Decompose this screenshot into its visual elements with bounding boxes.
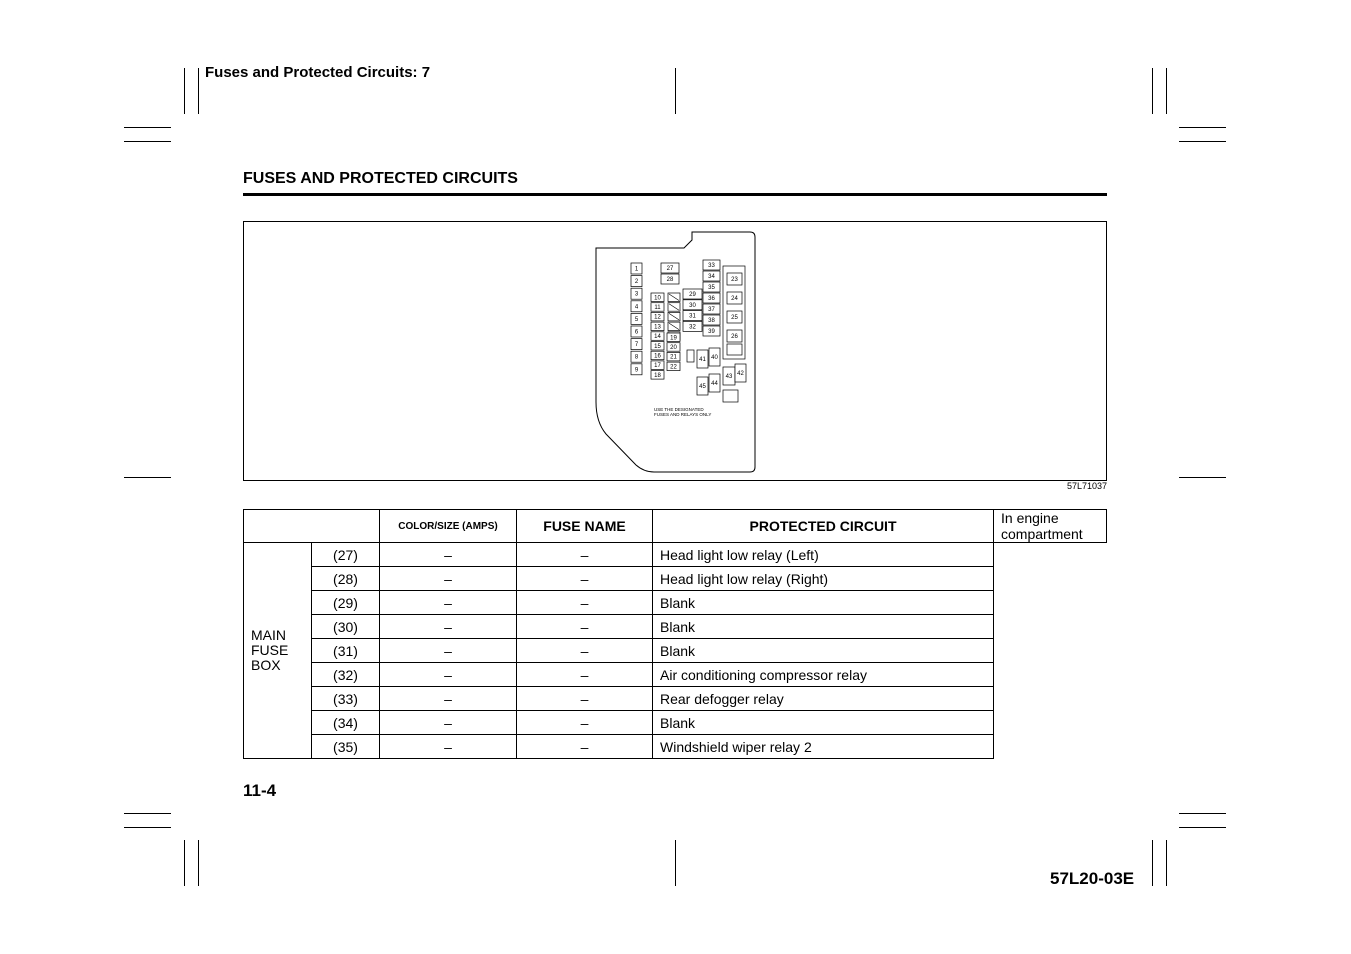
- protected-circuit-cell: Windshield wiper relay 2: [653, 735, 994, 759]
- header-color-size: COLOR/SIZE (AMPS): [380, 510, 517, 543]
- crop-mark: [1166, 68, 1167, 114]
- document-code: 57L20-03E: [1050, 869, 1135, 888]
- fuse-slot-8: [631, 351, 642, 362]
- fuse-number-cell: (35): [312, 735, 380, 759]
- header-protected-circuit: PROTECTED CIRCUIT: [653, 510, 994, 543]
- fuse-slot-18: [651, 371, 664, 380]
- group-label-line: MAIN: [251, 627, 286, 643]
- table-row: [244, 687, 1107, 711]
- fuse-name-cell: –: [517, 711, 653, 735]
- fuse-slot-31: [683, 311, 702, 321]
- crop-mark: [184, 68, 185, 114]
- fuse-slot-number: 20: [670, 344, 677, 351]
- color-size-cell: –: [380, 615, 517, 639]
- fuse-slot-4: [631, 301, 642, 312]
- fuse-name-cell: –: [517, 663, 653, 687]
- fuse-slot-number: 9: [634, 367, 639, 374]
- fuse-slot-number: 41: [699, 357, 706, 363]
- color-size-cell: –: [380, 663, 517, 687]
- fuse-slot-number: 43: [725, 374, 733, 380]
- crop-mark: [198, 68, 199, 114]
- fuse-slot-number: 25: [731, 315, 738, 321]
- fuse-name-cell: –: [517, 567, 653, 591]
- fuse-slot-42: [735, 364, 746, 382]
- group-label-line: BOX: [251, 657, 281, 673]
- relay-slot-24: [727, 292, 742, 304]
- crop-mark: [184, 840, 185, 886]
- fuse-name-cell: –: [517, 591, 653, 615]
- group-label-line: FUSE: [251, 642, 289, 658]
- fuse-slot-6: [631, 326, 642, 337]
- fuse-slot-30: [683, 300, 702, 310]
- fuse-slot-number: 34: [708, 274, 715, 280]
- fuse-slot-20: [667, 343, 680, 352]
- table-row: [244, 735, 1107, 759]
- fuse-slot-1: [631, 263, 642, 274]
- figure-frame: [243, 221, 1107, 481]
- fuse-name-cell: –: [517, 543, 653, 567]
- fuse-slot-number: 42: [737, 371, 744, 377]
- fuse-slot-2: [631, 276, 642, 287]
- location-cell: [994, 510, 1107, 543]
- crop-mark: [1179, 477, 1226, 478]
- color-size-cell: –: [380, 735, 517, 759]
- fuse-slot-33: [703, 260, 720, 270]
- crop-mark: [1179, 827, 1226, 828]
- color-size-cell: –: [380, 567, 517, 591]
- fuse-slot-19: [667, 333, 680, 342]
- fuse-slot-number: 22: [670, 364, 677, 371]
- table-row: [244, 639, 1107, 663]
- fuse-slot-number: 10: [654, 295, 661, 302]
- relay-slot-empty: [727, 344, 742, 355]
- fuse-slot-13: [651, 322, 664, 331]
- fuse-slot-38: [703, 315, 720, 325]
- page-number: 11-4: [243, 781, 277, 800]
- protected-circuit-cell: Blank: [653, 615, 994, 639]
- fuse-slot-number: 27: [666, 266, 674, 272]
- crop-mark: [124, 813, 171, 814]
- fuse-slot-number: 12: [654, 314, 661, 321]
- crop-mark: [675, 68, 676, 114]
- fuse-slot-number: 38: [708, 318, 715, 324]
- fuse-slot-number: 21: [670, 354, 677, 361]
- fuse-slot-12: [651, 312, 664, 321]
- fuse-slot-number: 32: [689, 324, 696, 331]
- protected-circuit-cell: Rear defogger relay: [653, 687, 994, 711]
- protected-circuit-cell: Air conditioning compressor relay: [653, 663, 994, 687]
- fuse-slot-17: [651, 361, 664, 370]
- color-size-cell: –: [380, 711, 517, 735]
- fuse-name-cell: –: [517, 615, 653, 639]
- fuse-slot-27: [661, 263, 679, 273]
- fuse-number-cell: (31): [312, 639, 380, 663]
- location-line: In engine: [1001, 510, 1059, 526]
- fuse-slot-29: [683, 289, 702, 299]
- fuse-box-label-line1: USE THE DESIGNATED: [654, 407, 704, 412]
- fuse-number-cell: (32): [312, 663, 380, 687]
- fuse-slot-22: [667, 362, 680, 371]
- fuse-slot-number: 33: [708, 263, 715, 269]
- fuse-slot-number: 15: [654, 343, 661, 350]
- fuse-slot-number: 45: [699, 384, 706, 390]
- color-size-cell: –: [380, 639, 517, 663]
- fuse-slot-number: 4: [634, 304, 639, 311]
- fuse-number-cell: (33): [312, 687, 380, 711]
- fuse-slot-37: [703, 304, 720, 314]
- fuse-slot-number: 16: [654, 353, 661, 360]
- fuse-slot-number: 19: [670, 335, 677, 342]
- crop-mark: [1179, 813, 1226, 814]
- table-row: [244, 543, 1107, 567]
- fuse-slot-number: 2: [634, 279, 639, 286]
- fuse-slot-number: 8: [634, 354, 639, 361]
- protected-circuit-cell: Blank: [653, 711, 994, 735]
- fuse-slot-number: 13: [654, 324, 661, 331]
- fuse-slot-number: 36: [708, 296, 715, 302]
- fuse-number-cell: (29): [312, 591, 380, 615]
- fuse-slot-number: 28: [666, 277, 674, 283]
- fuse-slot-number: 37: [708, 307, 715, 313]
- fuse-name-cell: –: [517, 735, 653, 759]
- header-empty-cell: [244, 510, 380, 543]
- crop-mark: [198, 840, 199, 886]
- relay-slot-25: [727, 311, 742, 323]
- table-row: [244, 711, 1107, 735]
- table-row: [244, 663, 1107, 687]
- fuse-slot-21: [667, 352, 680, 361]
- fuse-slot-number: 18: [654, 372, 661, 379]
- fuse-slot-45: [697, 377, 708, 395]
- fuse-slot-40: [709, 348, 720, 366]
- section-rule: [243, 193, 1107, 196]
- fuse-name-cell: –: [517, 639, 653, 663]
- fuse-box-label-line2: FUSES AND RELAYS ONLY: [654, 412, 712, 417]
- crop-mark: [124, 477, 171, 478]
- table-row: [244, 567, 1107, 591]
- crop-mark: [1166, 840, 1167, 886]
- fuse-slot-number: 30: [689, 302, 696, 309]
- fuse-slot-number: 35: [708, 285, 715, 291]
- relay-slot-empty: [723, 390, 738, 402]
- protected-circuit-cell: Head light low relay (Left): [653, 543, 994, 567]
- relay-slot-23: [727, 273, 742, 285]
- fuse-table: [243, 509, 1107, 759]
- protected-circuit-cell: Head light low relay (Right): [653, 567, 994, 591]
- fuse-slot-number: 26: [731, 334, 738, 340]
- fuse-slot-number: 24: [731, 296, 738, 302]
- fuse-slot-number: 44: [711, 381, 718, 387]
- fuse-slot-44: [709, 374, 720, 392]
- fuse-slot-9: [631, 364, 642, 375]
- fuse-slot-number: 29: [689, 292, 696, 298]
- fuse-slot-3: [631, 288, 642, 299]
- fuse-slot-34: [703, 271, 720, 281]
- fuse-name-cell: –: [517, 687, 653, 711]
- protected-circuit-cell: Blank: [653, 591, 994, 615]
- small-slot: [687, 350, 694, 362]
- fuse-slot-number: 31: [689, 313, 696, 320]
- fuse-slot-number: 3: [634, 291, 639, 298]
- fuse-slot-15: [651, 342, 664, 351]
- table-row: [244, 591, 1107, 615]
- relay-slot-26: [727, 330, 742, 342]
- crop-mark: [1179, 127, 1226, 128]
- fuse-number-cell: (27): [312, 543, 380, 567]
- crop-mark: [124, 141, 171, 142]
- fuse-slot-16: [651, 351, 664, 360]
- fuse-slot-41: [697, 350, 708, 368]
- crop-mark: [124, 827, 171, 828]
- color-size-cell: –: [380, 687, 517, 711]
- fuse-slot-number: 39: [708, 329, 715, 335]
- header-fuse-name: FUSE NAME: [517, 510, 653, 543]
- figure-code: 57L71037: [1066, 481, 1107, 491]
- fuse-slot-11: [651, 303, 664, 312]
- fuse-slot-number: 40: [711, 355, 718, 361]
- fuse-slot-7: [631, 339, 642, 350]
- fuse-box-diagram: [244, 222, 1106, 480]
- fuse-slot-number: 5: [634, 316, 639, 323]
- fuse-slot-36: [703, 293, 720, 303]
- crop-mark: [675, 840, 676, 886]
- fuse-slot-43: [723, 367, 735, 385]
- fuse-slot-35: [703, 282, 720, 292]
- fuse-slot-10: [651, 293, 664, 302]
- running-header: Fuses and Protected Circuits: 7: [205, 64, 431, 81]
- section-title: FUSES AND PROTECTED CIRCUITS: [243, 170, 518, 187]
- fuse-slot-5: [631, 313, 642, 324]
- group-label-cell: [244, 543, 312, 759]
- fuse-slot-39: [703, 326, 720, 336]
- table-row: [244, 615, 1107, 639]
- fuse-slot-32: [683, 321, 702, 331]
- crop-mark: [1152, 68, 1153, 114]
- fuse-slot-14: [651, 332, 664, 341]
- fuse-slot-number: 23: [731, 277, 738, 283]
- fuse-slot-number: 1: [634, 266, 639, 273]
- crop-mark: [1152, 840, 1153, 886]
- color-size-cell: –: [380, 543, 517, 567]
- fuse-number-cell: (30): [312, 615, 380, 639]
- table-header-row: [244, 510, 1107, 543]
- fuse-number-cell: (34): [312, 711, 380, 735]
- color-size-cell: –: [380, 591, 517, 615]
- fuse-slot-number: 14: [654, 334, 661, 341]
- fuse-slot-number: 7: [634, 342, 639, 349]
- fuse-number-cell: (28): [312, 567, 380, 591]
- fuse-slot-number: 11: [654, 304, 661, 311]
- location-line: compartment: [1001, 526, 1083, 542]
- fuse-slot-28: [661, 274, 679, 284]
- crop-mark: [1179, 141, 1226, 142]
- fuse-slot-number: 6: [634, 329, 639, 336]
- protected-circuit-cell: Blank: [653, 639, 994, 663]
- crop-mark: [124, 127, 171, 128]
- fuse-slot-number: 17: [654, 363, 661, 370]
